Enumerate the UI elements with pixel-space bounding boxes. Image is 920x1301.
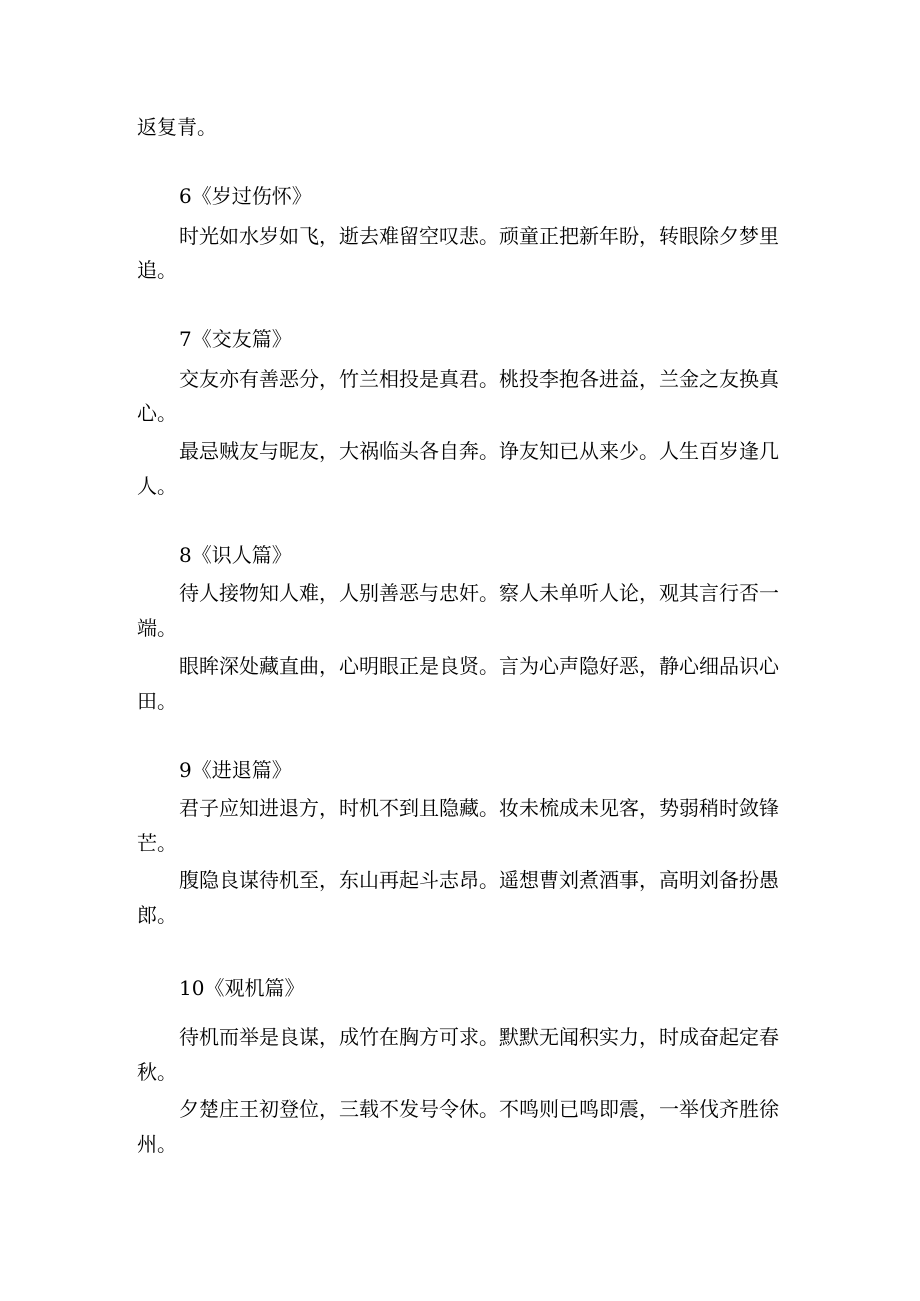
- section-number: 6: [179, 184, 192, 208]
- section-number: 7: [179, 327, 192, 351]
- section-title: 《识人篇》: [191, 543, 292, 567]
- continuation-line: 返复青。: [137, 115, 217, 139]
- section-number: 10: [179, 976, 205, 1000]
- poem-line: 待人接物知人难，人别善恶与忠奸。察人未单听人论，观其言行否一: [179, 581, 779, 605]
- poem-line-wrap: 秋。: [137, 1060, 177, 1084]
- poem-line: 最忌贼友与昵友，大祸临头各自奔。诤友知已从来少。人生百岁逢几: [179, 439, 779, 463]
- poem-line: 待机而举是良谋，成竹在胸方可求。默默无闻积实力，时成奋起定春: [179, 1025, 779, 1049]
- poem-line-wrap: 人。: [137, 474, 177, 498]
- section-heading-7: [179, 325, 829, 353]
- section-number: 8: [179, 543, 192, 567]
- poem-line-wrap: 州。: [137, 1132, 177, 1156]
- poem-line-wrap: 追。: [137, 258, 177, 282]
- poem-line-wrap: 田。: [137, 689, 177, 713]
- poem-line: 夕楚庄王初登位，三载不发号令休。不鸣则已鸣即震，一举伐齐胜徐: [179, 1097, 779, 1121]
- section-heading-10: [179, 974, 829, 1002]
- poem-line: 君子应知进退方，时机不到且隐藏。妆未梳成未见客，势弱稍时敛锋: [179, 796, 779, 820]
- section-title: 《岁过伤怀》: [191, 184, 312, 208]
- section-heading-6: [179, 182, 829, 210]
- section-number: 9: [179, 758, 192, 782]
- section-title: 《观机篇》: [204, 976, 305, 1000]
- poem-line-wrap: 端。: [137, 616, 177, 640]
- poem-line: 眼眸深处藏直曲，心明眼正是良贤。言为心声隐好恶，静心细品识心: [179, 654, 779, 678]
- section-title: 《进退篇》: [191, 758, 292, 782]
- poem-line-wrap: 心。: [137, 401, 177, 425]
- section-heading-8: [179, 541, 829, 569]
- poem-line-wrap: 芒。: [137, 831, 177, 855]
- poem-line: 交友亦有善恶分，竹兰相投是真君。桃投李抱各进益，兰金之友换真: [179, 367, 779, 391]
- poem-line: 时光如水岁如飞，逝去难留空叹悲。顽童正把新年盼，转眼除夕梦里: [179, 224, 779, 248]
- section-heading-9: [179, 756, 829, 784]
- poem-line: 腹隐良谋待机至，东山再起斗志昂。遥想曹刘煮酒事，高明刘备扮愚: [179, 868, 779, 892]
- poem-line-wrap: 郎。: [137, 903, 177, 927]
- section-title: 《交友篇》: [191, 327, 292, 351]
